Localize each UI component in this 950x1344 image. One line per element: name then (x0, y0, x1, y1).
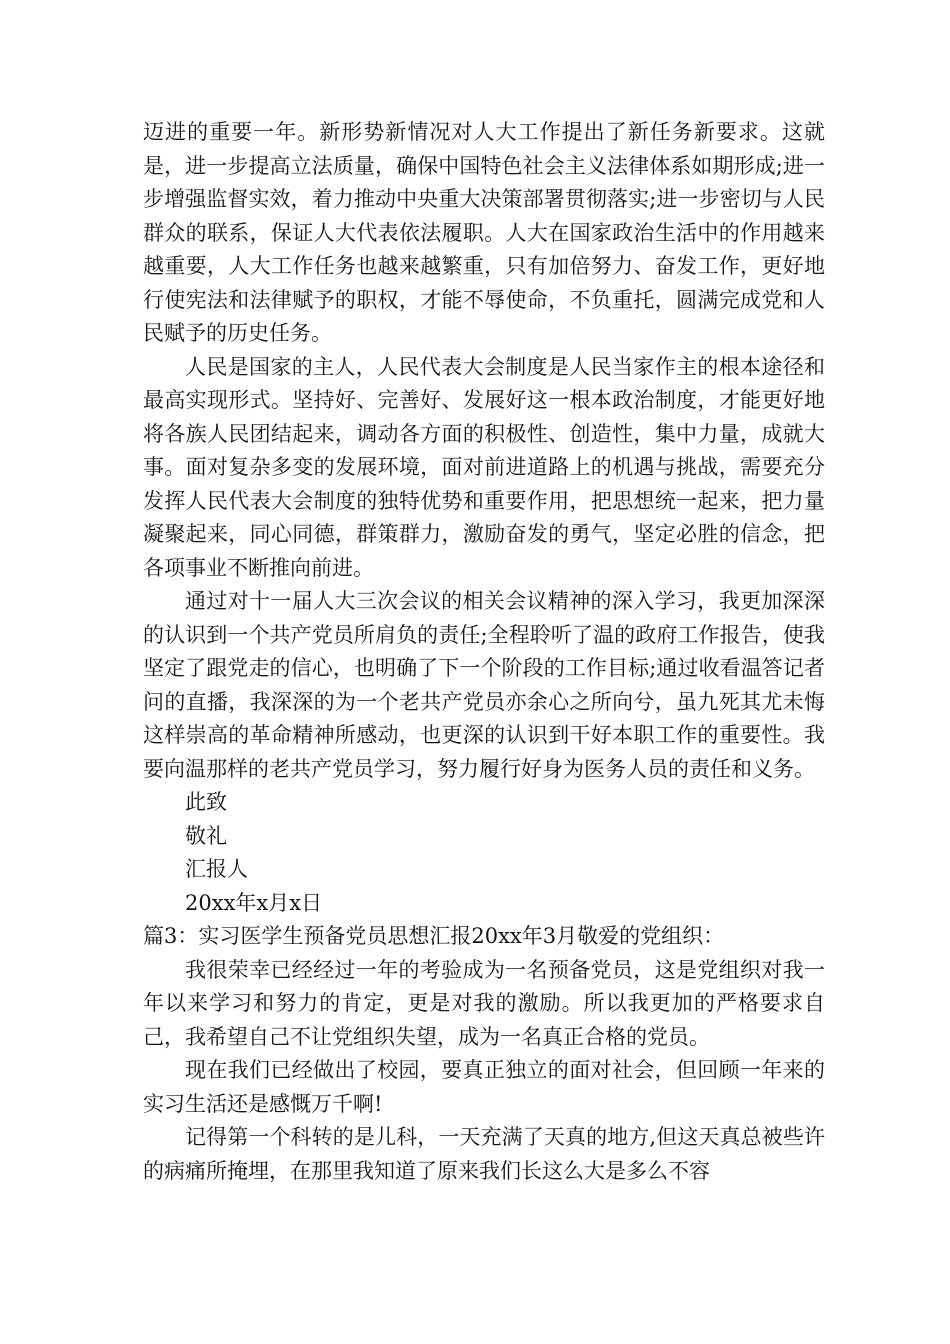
section-heading: 篇3：实习医学生预备党员思想汇报20xx年3月敬爱的党组织： (143, 924, 725, 948)
document-page (143, 116, 825, 1188)
paragraph-pediatrics: 记得第一个科转的是儿科，一天充满了天真的地方,但这天真总被些许的病痛所掩埋，在那里我知道了原来我们长这么大是多么不容 (143, 1125, 825, 1183)
paragraph-continuation: 迈进的重要一年。新形势新情况对人大工作提出了新任务新要求。这就是，进一步提高立法质量，确保中国特色社会主义法律体系如期形成;进一步增强监督实效，着力推动中央重大决策部署贯彻落实;进一步密切与人民群众的联系，保证人大代表依法履职。人大在国家政治生活中的作用越来越重要，人大工作任务也越来越繁重，只有加倍努力、奋发工作，更好地行使宪法和法律赋予的职权，才能不辱使命，不负重托，圆满完成党和人民赋予的历史任务。 (143, 120, 825, 345)
closing-regards: 敬礼 (185, 823, 227, 848)
paragraph-study-reflection: 通过对十一届人大三次会议的相关会议精神的深入学习，我更加深深的认识到一个共产党员所肩负的责任;全程聆听了温的政府工作报告，使我坚定了跟党走的信心，也明确了下一个阶段的工作目标;通过收看温答记者问的直播，我深深的为一个老共产党员亦余心之所向兮，虽九死其尤未悔这样崇高的革命精神所感动，也更深的认识到干好本职工作的重要性。我要向温那样的老共产党员学习，努力履行好身为医务人员的责任和义务。 (143, 589, 825, 781)
signature-date: 20xx年x月x日 (185, 890, 323, 915)
closing-salutation: 此致 (185, 790, 227, 814)
signature-reporter: 汇报人 (185, 857, 248, 881)
paragraph-probationary-member: 我很荣幸已经经过一年的考验成为一名预备党员，这是党组织对我一年以来学习和努力的肯定，更是对我的激励。所以我更加的严格要求自己，我希望自己不让党组织失望，成为一名真正合格的党员。 (143, 957, 825, 1049)
paragraph-people-congress: 人民是国家的主人，人民代表大会制度是人民当家作主的根本途径和最高实现形式。坚持好、完善好、发展好这一根本政治制度，才能更好地将各族人民团结起来，调动各方面的积极性、创造性，集中力量，成就大事。面对复杂多变的发展环境，面对前进道路上的机遇与挑战，需要充分发挥人民代表大会制度的独特优势和重要作用，把思想统一起来，把力量凝聚起来，同心同德，群策群力，激励奋发的勇气，坚定必胜的信念，把各项事业不断推向前进。 (143, 354, 825, 580)
paragraph-internship-review: 现在我们已经做出了校园，要真正独立的面对社会，但回顾一年来的实习生活还是感慨万千啊! (143, 1058, 825, 1116)
